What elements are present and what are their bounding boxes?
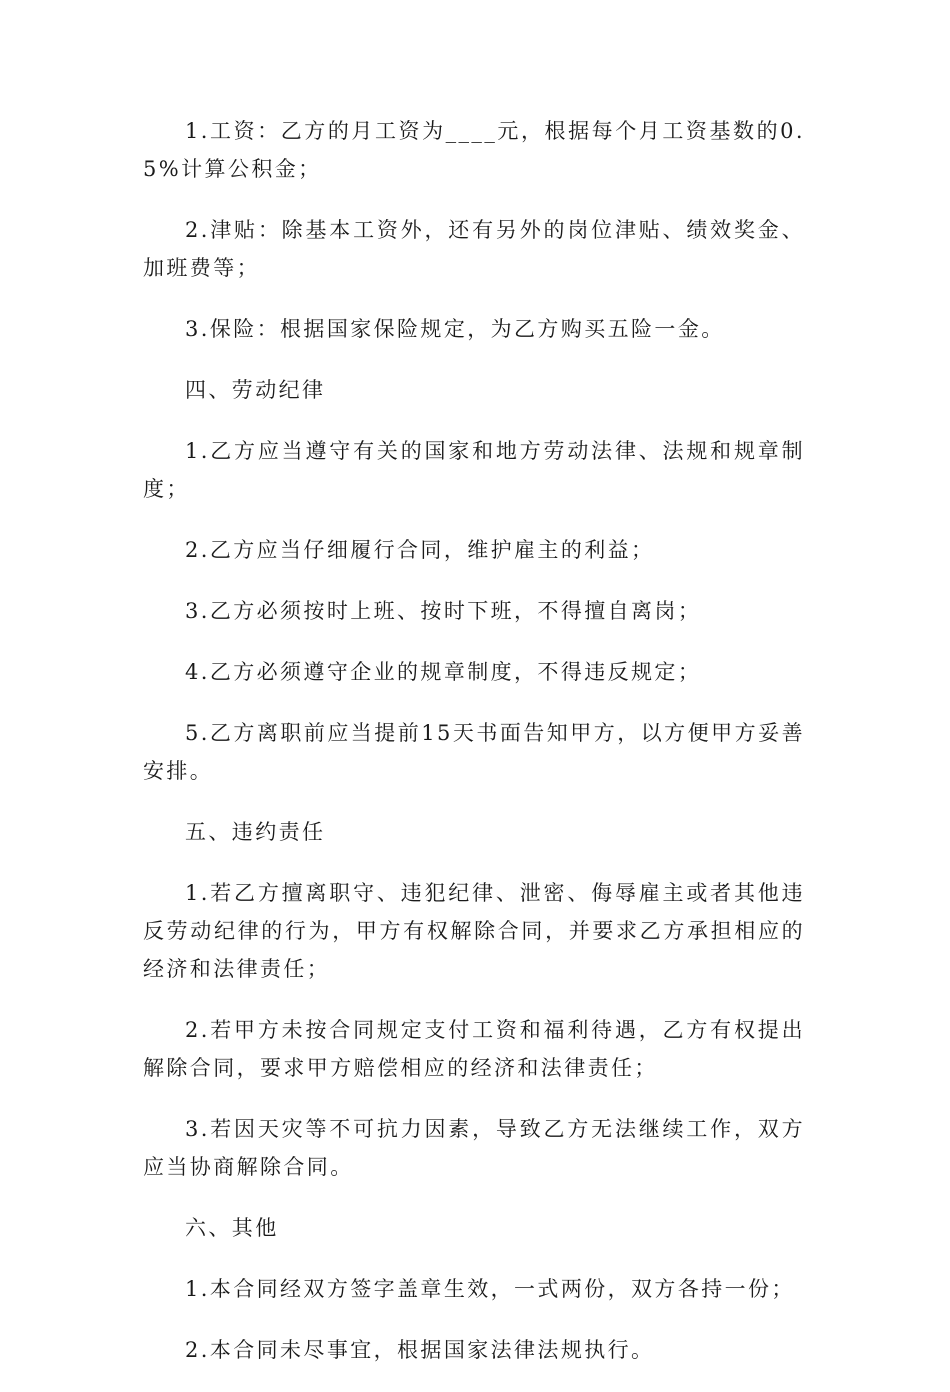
liability-item-3: 3.若因天灾等不可抗力因素，导致乙方无法继续工作，双方应当协商解除合同。	[143, 1117, 805, 1179]
discipline-item-4: 4.乙方必须遵守企业的规章制度，不得违反规定；	[185, 660, 702, 684]
section-heading-labor-discipline: 四、劳动纪律	[185, 378, 326, 402]
discipline-item-3: 3.乙方必须按时上班、按时下班，不得擅自离岗；	[185, 599, 702, 623]
section-heading-other: 六、其他	[185, 1216, 279, 1240]
discipline-item-5: 5.乙方离职前应当提前15天书面告知甲方，以方便甲方妥善安排。	[143, 721, 805, 783]
liability-item-2: 2.若甲方未按合同规定支付工资和福利待遇，乙方有权提出解除合同，要求甲方赔偿相应的经济和法律责任；	[143, 1018, 805, 1080]
clause-insurance: 3.保险：根据国家保险规定，为乙方购买五险一金。	[185, 317, 725, 341]
clause-allowance: 2.津贴：除基本工资外，还有另外的岗位津贴、绩效奖金、加班费等；	[143, 218, 805, 280]
discipline-item-1: 1.乙方应当遵守有关的国家和地方劳动法律、法规和规章制度；	[143, 439, 805, 501]
section-heading-breach-liability: 五、违约责任	[185, 820, 326, 844]
document-body	[143, 112, 805, 1392]
discipline-item-2: 2.乙方应当仔细履行合同，维护雇主的利益；	[185, 538, 655, 562]
clause-salary: 1.工资：乙方的月工资为____元，根据每个月工资基数的0.5%计算公积金；	[143, 119, 805, 181]
other-item-2: 2.本合同未尽事宜，根据国家法律法规执行。	[185, 1338, 655, 1362]
other-item-1: 1.本合同经双方签字盖章生效，一式两份，双方各持一份；	[185, 1277, 795, 1301]
liability-item-1: 1.若乙方擅离职守、违犯纪律、泄密、侮辱雇主或者其他违反劳动纪律的行为，甲方有权解除合同，并要求乙方承担相应的经济和法律责任；	[143, 881, 805, 981]
